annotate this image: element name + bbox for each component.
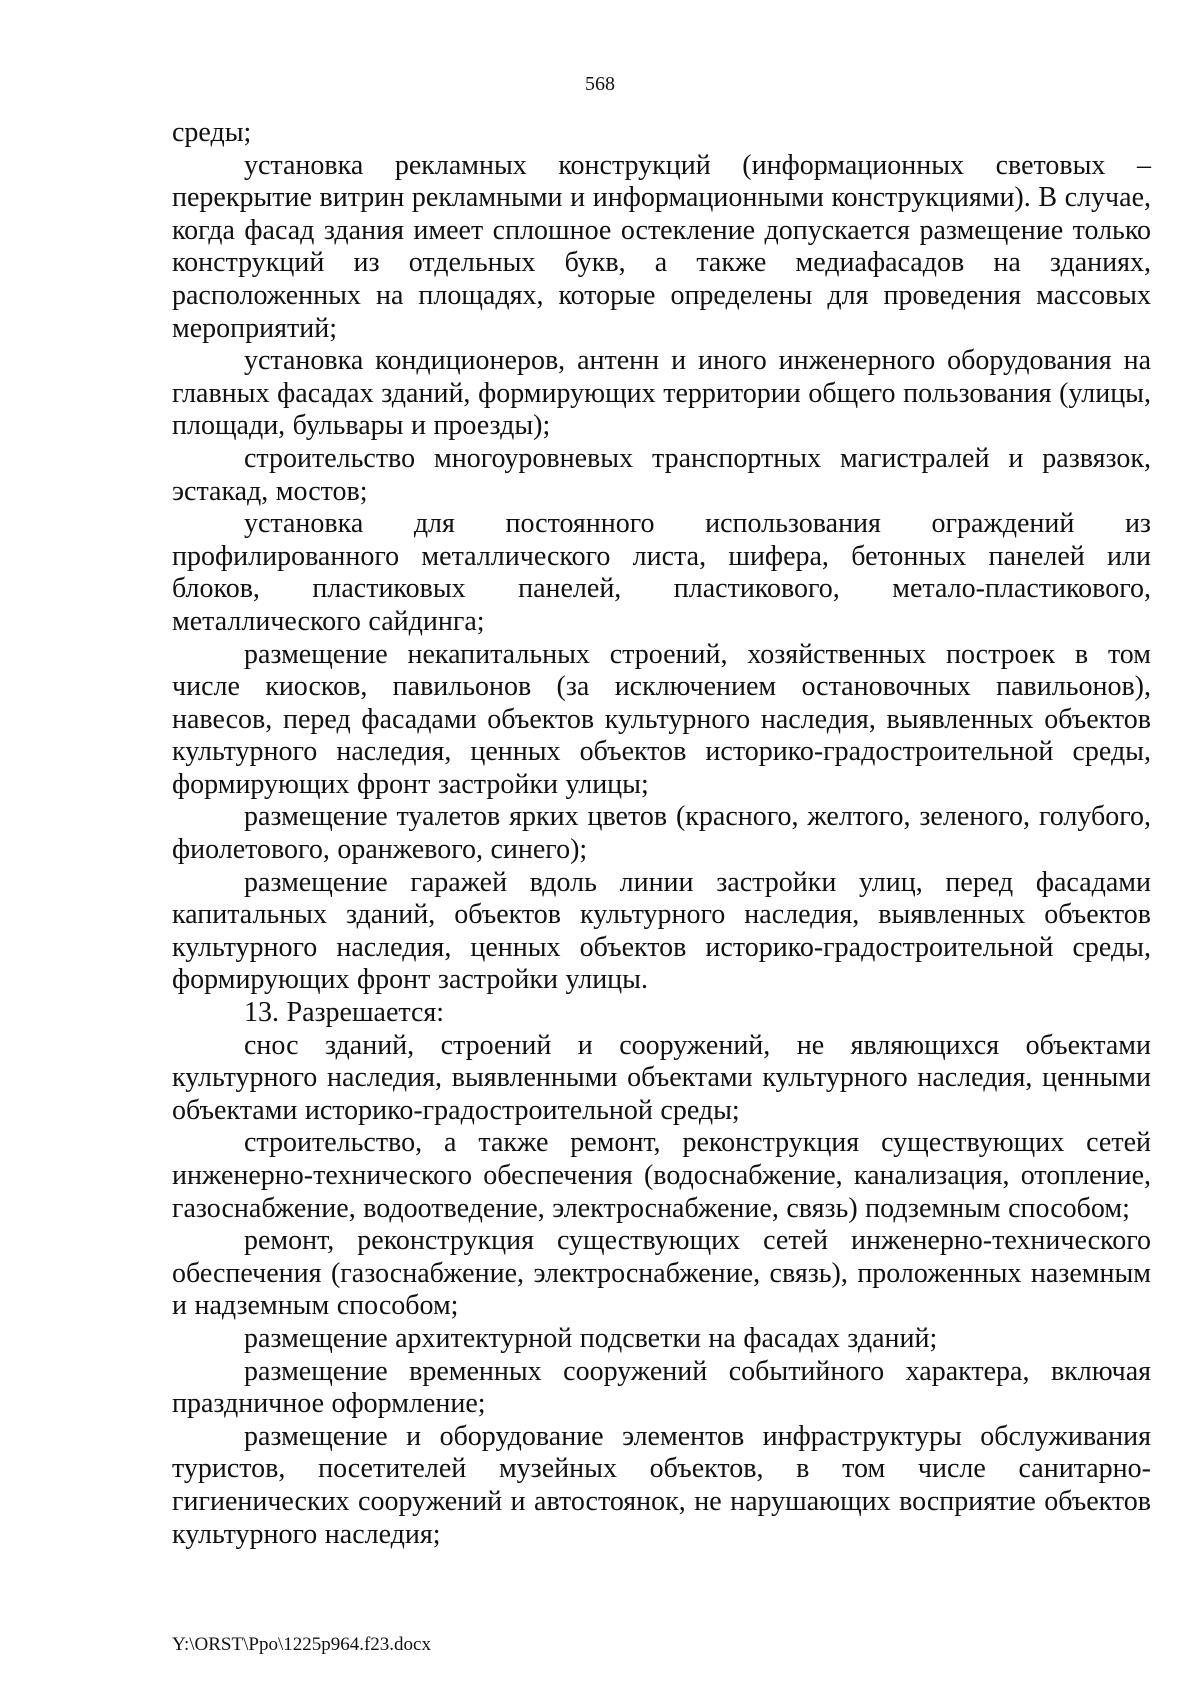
paragraph: установка для постоянного использования ограждений из профилированного металлического листа, шифера, бетонных панелей или блоков, пластиковых панелей, пластикового, метало-пластикового, металлического сайдинга; xyxy=(172,508,1151,637)
paragraph: строительство многоуровневых транспортных магистралей и развязок, эстакад, мостов; xyxy=(172,442,1151,507)
paragraph: ремонт, реконструкция существующих сетей инженерно-технического обеспечения (газоснабжение, электроснабжение, связь), проложенных наземным и надземным способом; xyxy=(172,1225,1151,1322)
document-body xyxy=(172,117,1151,1551)
paragraph: снос зданий, строений и сооружений, не являющихся объектами культурного наследия, выявленными объектами культурного наследия, ценными объектами историко-градостроительной среды; xyxy=(172,1029,1151,1126)
footer-file-path: Y:\ORST\Ppo\1225p964.f23.docx xyxy=(172,1634,431,1655)
paragraph: установка рекламных конструкций (информационных световых – перекрытие витрин рекламными и информационными конструкциями). В случае, когда фасад здания имеет сплошное остекление допускается размещение только конструкций из отдельных букв, а также медиафасадов на зданиях, расположенных на площадях, которые определены для проведения массовых мероприятий; xyxy=(172,149,1151,344)
paragraph: размещение некапитальных строений, хозяйственных построек в том числе киосков, павильонов (за исключением остановочных павильонов), навесов, перед фасадами объектов культурного наследия, выявленных объектов культурного наследия, ценных объектов историко-градостроительной среды, формирующих фронт застройки улицы; xyxy=(172,638,1151,800)
section-heading: 13. Разрешается: xyxy=(244,997,445,1029)
page-number: 568 xyxy=(585,73,615,95)
paragraph: размещение гаражей вдоль линии застройки улиц, перед фасадами капитальных зданий, объектов культурного наследия, выявленных объектов культурного наследия, ценных объектов историко-градостроительной среды, формирующих фронт застройки улицы. xyxy=(172,866,1151,996)
paragraph: размещение и оборудование элементов инфраструктуры обслуживания туристов, посетителей музейных объектов, в том числе санитарно-гигиенических сооружений и автостоянок, не нарушающих восприятие объектов культурного наследия; xyxy=(172,1420,1151,1550)
paragraph: размещение туалетов ярких цветов (красного, желтого, зеленого, голубого, фиолетового, оранжевого, синего); xyxy=(172,801,1151,866)
paragraph: строительство, а также ремонт, реконструкция существующих сетей инженерно-технического обеспечения (водоснабжение, канализация, отопление, газоснабжение, водоотведение, электроснабжение, связь) подземным способом; xyxy=(172,1127,1151,1224)
paragraph: среды; xyxy=(172,117,252,148)
paragraph: размещение временных сооружений событийного характера, включая праздничное оформление; xyxy=(172,1355,1151,1420)
paragraph: установка кондиционеров, антенн и иного инженерного оборудования на главных фасадах зданий, формирующих территории общего пользования (улицы, площади, бульвары и проезды); xyxy=(172,345,1151,442)
paragraph: размещение архитектурной подсветки на фасадах зданий; xyxy=(244,1322,938,1354)
